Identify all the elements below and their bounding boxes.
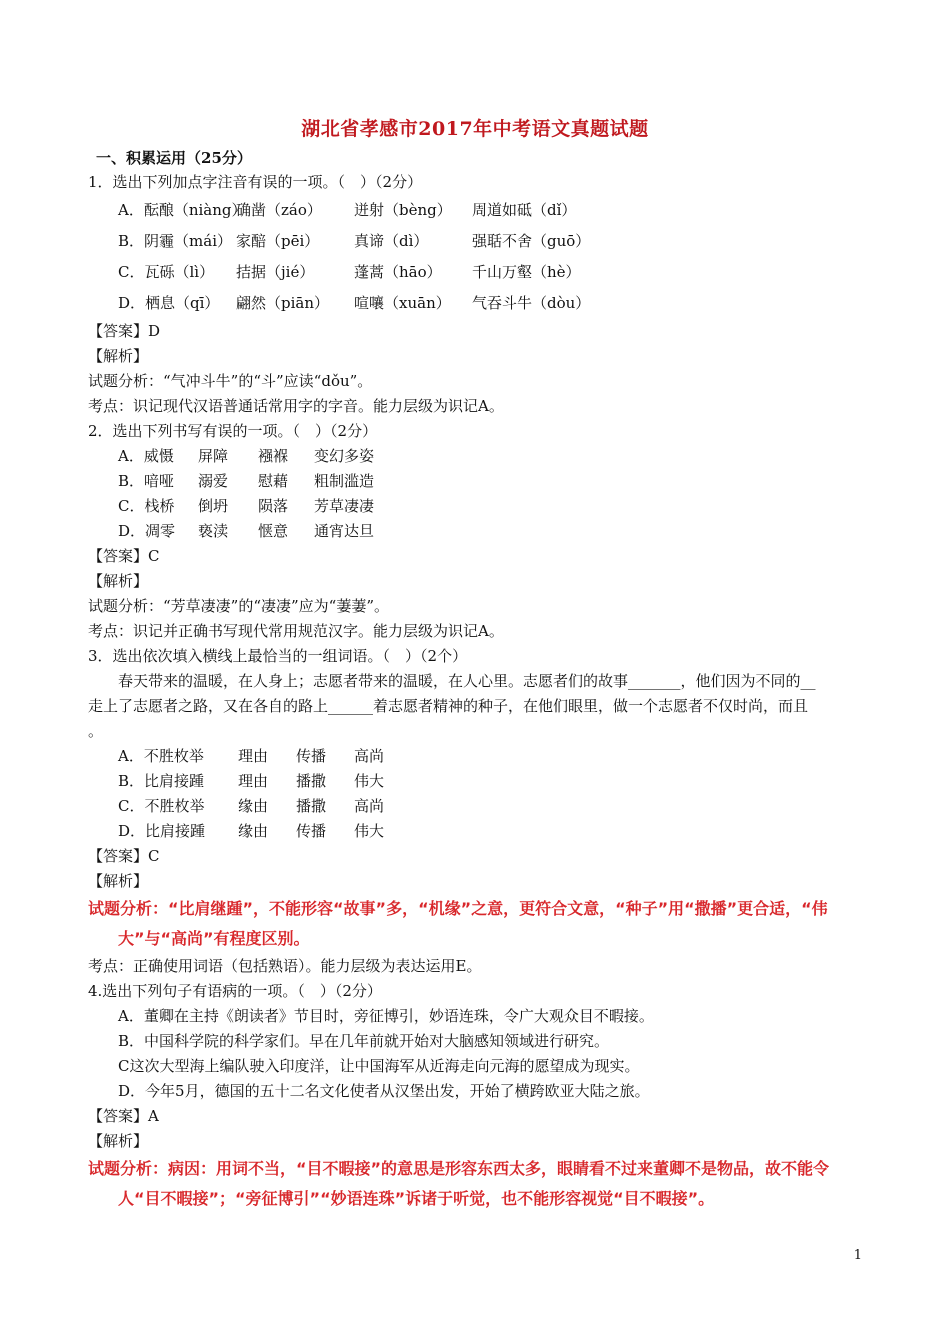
q2-c-1: C．栈桥	[118, 497, 175, 515]
q4-option-d: D．今年5月，德国的五十二名文化使者从汉堡出发，开始了横跨欧亚大陆之旅。	[118, 1082, 650, 1100]
q2-a-1: A．威慑	[118, 447, 174, 465]
q3-stem: 3．选出依次填入横线上最恰当的一组词语。（ ）（2个）	[88, 647, 468, 665]
q2-d-3: 惬意	[258, 522, 289, 540]
q1-point: 考点：识记现代汉语普通话常用字的字音。能力层级为识记A。	[88, 397, 504, 415]
q1-stem: 1．选出下列加点字注音有误的一项。（ ）（2分）	[88, 173, 423, 191]
q1-d-3: 喧嚷（xuān）	[354, 294, 451, 312]
q2-d-2: 亵渎	[198, 522, 229, 540]
q1-answer: 【答案】D	[88, 322, 161, 340]
q3-passage-line-3: 。	[88, 722, 104, 740]
q1-c-1: C．瓦砾（lì）	[118, 263, 215, 281]
q2-option-d	[88, 519, 868, 544]
document-title: 湖北省孝感市2017年中考语文真题试题	[301, 118, 649, 140]
q1-b-4: 强聒不舍（guō）	[472, 232, 591, 250]
q2-b-1: B．喑哑	[118, 472, 175, 490]
q2-c-2: 倒坍	[198, 497, 229, 515]
q3-passage-line-1: 春天带来的温暖，在人身上；志愿者带来的温暖，在人心里。志愿者们的故事_______，他们因为不同的__	[118, 672, 816, 690]
q4-analysis-line-2: 人“目不暇接”；“旁征博引”“妙语连珠”诉诸于听觉，也不能形容视觉“目不暇接”。	[118, 1189, 715, 1208]
q1-analysis: 试题分析：“气冲斗牛”的“斗”应读“dǒu”。	[88, 372, 373, 390]
document-body	[88, 146, 868, 1214]
q4-option-a: A．董卿在主持《朗读者》节目时，旁征博引，妙语连珠，令广大观众目不暇接。	[118, 1007, 654, 1025]
q3-a-3: 传播	[296, 747, 327, 765]
q3-c-1: C．不胜枚举	[118, 797, 205, 815]
q2-d-4: 通宵达旦	[314, 522, 375, 540]
q4-option-b: B．中国科学院的科学家们。早在几年前就开始对大脑感知领域进行研究。	[118, 1032, 610, 1050]
q4-stem: 4.选出下列句子有语病的一项。（ ）（2分）	[88, 982, 382, 1000]
q1-b-1: B．阴霾（mái）	[118, 232, 232, 250]
q1-c-2: 拮据（jié）	[236, 263, 315, 281]
q1-d-2: 翩然（piān）	[236, 294, 330, 312]
q1-option-c	[88, 257, 868, 288]
q4-option-c: C这次大型海上编队驶入印度洋，让中国海军从近海走向元海的愿望成为现实。	[118, 1057, 640, 1075]
page-number: 1	[853, 1248, 862, 1263]
q3-option-d	[88, 819, 868, 844]
q1-option-a	[88, 195, 868, 226]
q2-option-b	[88, 469, 868, 494]
q3-b-4: 伟大	[354, 772, 385, 790]
q2-option-a	[88, 444, 868, 469]
q3-option-c	[88, 794, 868, 819]
q3-c-4: 高尚	[354, 797, 385, 815]
q3-option-a	[88, 744, 868, 769]
q3-b-1: B．比肩接踵	[118, 772, 205, 790]
q3-b-3: 播撒	[296, 772, 327, 790]
q3-a-1: A．不胜枚举	[118, 747, 204, 765]
q3-analysis-line-2: 大”与“高尚”有程度区别。	[118, 929, 310, 948]
q1-analysis-label: 【解析】	[88, 347, 149, 365]
q2-stem: 2．选出下列书写有误的一项。（ ）（2分）	[88, 422, 378, 440]
q1-option-d	[88, 288, 868, 319]
q3-answer: 【答案】C	[88, 847, 160, 865]
q3-analysis-label: 【解析】	[88, 872, 149, 890]
q3-a-4: 高尚	[354, 747, 385, 765]
q2-analysis: 试题分析：“芳草凄凄”的“凄凄”应为“萋萋”。	[88, 597, 390, 615]
q1-c-4: 千山万壑（hè）	[472, 263, 581, 281]
q3-passage-line-2: 走上了志愿者之路，又在各自的路上______着志愿者精神的种子，在他们眼里，做一个志愿者不仅时尚，而且	[88, 697, 809, 715]
q3-c-2: 缘由	[238, 797, 269, 815]
q3-point: 考点：正确使用词语（包括熟语）。能力层级为表达运用E。	[88, 957, 482, 975]
q1-a-1: A．酝酿（niàng）	[118, 201, 247, 219]
q1-a-4: 周道如砥（dǐ）	[472, 201, 577, 219]
q1-b-2: 家醅（pēi）	[236, 232, 320, 250]
q3-d-3: 传播	[296, 822, 327, 840]
q2-a-3: 襁褓	[258, 447, 289, 465]
q1-a-3: 迸射（bèng）	[354, 201, 452, 219]
q4-analysis-label: 【解析】	[88, 1132, 149, 1150]
q3-d-4: 伟大	[354, 822, 385, 840]
q2-analysis-label: 【解析】	[88, 572, 149, 590]
q3-d-2: 缘由	[238, 822, 269, 840]
q2-c-3: 陨落	[258, 497, 289, 515]
q1-a-2: 确凿（záo）	[236, 201, 322, 219]
q4-answer: 【答案】A	[88, 1107, 159, 1125]
q1-c-3: 蓬蒿（hāo）	[354, 263, 442, 281]
q2-c-4: 芳草凄凄	[314, 497, 375, 515]
q2-answer: 【答案】C	[88, 547, 160, 565]
q4-analysis-line-1: 试题分析：病因：用词不当，“目不暇接”的意思是形容东西太多，眼睛看不过来董卿不是物品，故不能令	[88, 1159, 830, 1178]
q2-option-c	[88, 494, 868, 519]
q3-option-b	[88, 769, 868, 794]
q3-b-2: 理由	[238, 772, 269, 790]
q2-a-2: 屏障	[198, 447, 229, 465]
q1-option-b	[88, 226, 868, 257]
q2-b-3: 慰藉	[258, 472, 289, 490]
q3-analysis-line-1: 试题分析：“比肩继踵”，不能形容“故事”多，“机缘”之意，更符合文意，“种子”用“撒播”更合适，“伟	[88, 899, 828, 918]
q2-point: 考点：识记并正确书写现代常用规范汉字。能力层级为识记A。	[88, 622, 504, 640]
q2-d-1: D．凋零	[118, 522, 176, 540]
section-heading: 一、积累运用（25分）	[96, 149, 252, 167]
q2-b-2: 溺爱	[198, 472, 229, 490]
q2-a-4: 变幻多姿	[314, 447, 375, 465]
q1-b-3: 真谛（dì）	[354, 232, 429, 250]
q1-d-1: D．栖息（qī）	[118, 294, 220, 312]
q2-b-4: 粗制滥造	[314, 472, 375, 490]
q3-a-2: 理由	[238, 747, 269, 765]
q1-d-4: 气吞斗牛（dòu）	[472, 294, 591, 312]
q3-c-3: 播撒	[296, 797, 327, 815]
q3-d-1: D．比肩接踵	[118, 822, 206, 840]
